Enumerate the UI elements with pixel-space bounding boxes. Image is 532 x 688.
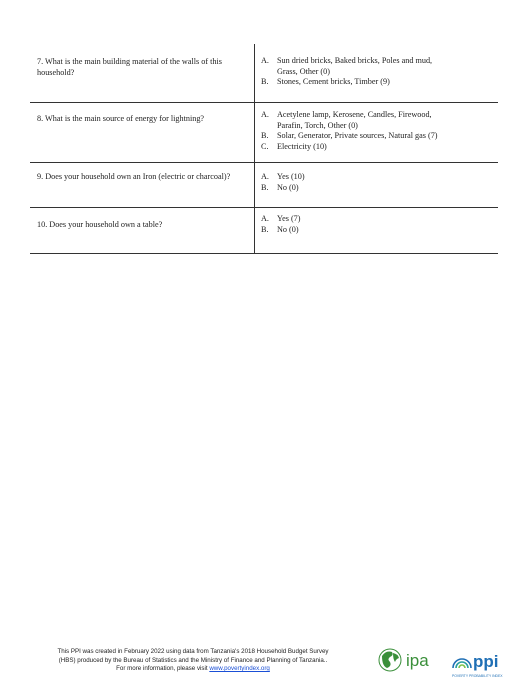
povertyindex-link[interactable]: www.povertyindex.org	[209, 665, 270, 673]
questions-table	[30, 44, 498, 254]
globe-icon	[379, 649, 401, 671]
answer-option-continued: Parafin, Torch, Other (0)	[277, 120, 358, 130]
answer-option: Solar, Generator, Private sources, Natural gas (7)	[277, 131, 438, 141]
question-row-9	[30, 163, 498, 208]
question-row-7	[30, 44, 498, 103]
question-text: 7. What is the main building material of the walls of this household?	[30, 44, 255, 103]
answer-option: Yes (7)	[277, 214, 301, 223]
answer-option: Yes (10)	[277, 172, 305, 181]
arc-icon	[453, 659, 471, 668]
answer-options: A. Acetylene lamp, Kerosene, Candles, Firewood, Parafin, Torch, Other (0) B. Solar, Generator, Private sources, Natural gas (7) C. Electricity (10)	[255, 103, 499, 163]
answer-option-continued: Grass, Other (0)	[277, 66, 330, 76]
answer-option: Sun dried bricks, Baked bricks, Poles and mud,	[277, 56, 433, 65]
question-text: 8. What is the main source of energy for lightning?	[30, 103, 255, 163]
answer-option: No (0)	[277, 224, 299, 234]
ppi-wordmark: ppi	[473, 652, 499, 671]
answer-options: A. Sun dried bricks, Baked bricks, Poles and mud, Grass, Other (0) B. Stones, Cement bricks, Timber (9)	[255, 44, 499, 103]
ppi-tagline: POVERTY PROBABILITY INDEX	[452, 674, 503, 678]
footer-line-1: This PPI was created in February 2022 using data from Tanzania's 2018 Household Budget Survey	[57, 648, 329, 655]
question-row-8	[30, 103, 498, 163]
question-row-10	[30, 208, 498, 254]
answer-options: A. Yes (10) B. No (0)	[261, 172, 305, 192]
answer-option: No (0)	[277, 182, 299, 192]
ipa-wordmark: ipa	[406, 651, 429, 670]
answer-option: Acetylene lamp, Kerosene, Candles, Firewood,	[277, 110, 432, 119]
ppi-logo	[450, 646, 518, 680]
answer-option: Stones, Cement bricks, Timber (9)	[277, 77, 390, 87]
footer-note	[18, 648, 368, 674]
answer-options: A. Yes (7) B. No (0)	[261, 214, 301, 234]
question-text: 10. Does your household own a table?	[30, 208, 255, 254]
answer-option: Electricity (10)	[277, 141, 327, 151]
ipa-logo	[376, 644, 440, 678]
question-text: 9. Does your household own an Iron (electric or charcoal)?	[30, 163, 255, 208]
footer-line-3: For more information, please visit www.povertyindex.org	[116, 665, 270, 673]
footer-line-2: (HBS) produced by the Bureau of Statistics and the Ministry of Finance and Planning of Tanzania..	[58, 656, 328, 664]
